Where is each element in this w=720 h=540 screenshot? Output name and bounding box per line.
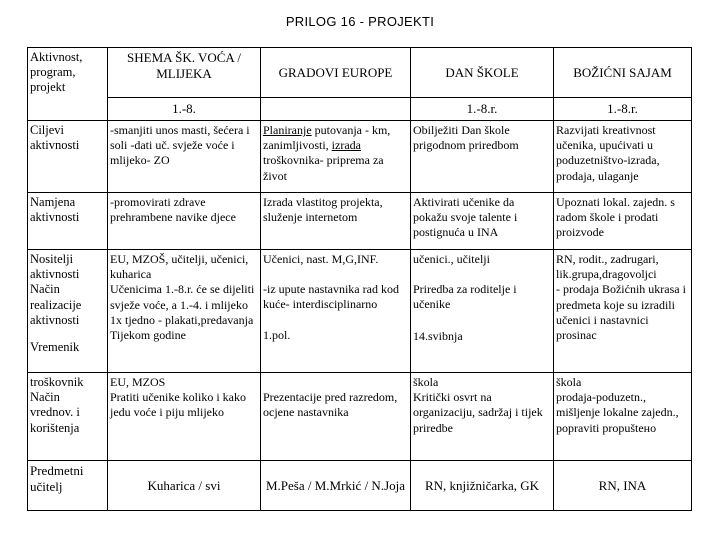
grades-row (28, 98, 692, 121)
grade-sheme: 1.-8. (108, 98, 261, 121)
nositelji-row (28, 250, 692, 373)
nositelji-dan-skole (411, 250, 554, 373)
nositelji-sheme-nositelji: EU, MZOŠ, učitelji, učenici, kuharica (110, 252, 249, 282)
nacin-realizacije-label: Način realizacije aktivnosti (30, 282, 82, 327)
troskovnik-sajam-troskovnik: škola (556, 375, 582, 389)
ciljevi-gradovi-underlined-2: izrada (331, 138, 361, 153)
namjena-dan-skole: Aktivirati učenike da pokažu svoje talente i postignuća u INA (411, 193, 554, 250)
nositelji-gradovi-nositelji: Učenici, nast. M,G,INF. (263, 252, 379, 266)
namjena-gradovi: Izrada vlastitog projekta, služenje internetom (261, 193, 411, 250)
nositelji-gradovi-vremenik: 1.pol. (263, 327, 291, 342)
header-row-label: Aktivnost, program, projekt (28, 48, 108, 121)
ciljevi-gradovi-text-1: putovanja - km, zanimljivosti, (263, 123, 391, 153)
ciljevi-row (28, 121, 692, 193)
troskovnik-dan-vrednovanje: Kritički osvrt na organizaciju, sadržaj i tijek priredbe (413, 390, 543, 435)
nositelji-sheme-vremenik: Tijekom godine (110, 328, 186, 343)
predmetni-gradovi: M.Peša / M.Mrkić / N.Joja (261, 461, 411, 511)
nositelji-gradovi (261, 250, 411, 373)
nositelji-gradovi-nacin: -iz upute nastavnika rad kod kuće- interdisciplinarno (263, 282, 399, 312)
troskovnik-dan-troskovnik: škola (413, 375, 439, 389)
predmetni-label: Predmetni učitelj (28, 461, 108, 511)
project-title-dan-skole: DAN ŠKOLE (411, 48, 554, 98)
nositelji-sajam-vremenik: prosinac (556, 328, 597, 343)
troskovnik-row (28, 373, 692, 461)
project-title-sheme: SHEMA ŠK. VOĆA / MLIJEKA (108, 48, 261, 98)
header-row (28, 48, 692, 98)
vremenik-label: Vremenik (30, 340, 80, 355)
ciljevi-dan-skole: Obilježiti Dan škole prigodnom priredbom (411, 121, 554, 193)
troskovnik-sheme-vrednovanje: Pratiti učenike koliko i kako jedu voće i piju mlijeko (110, 390, 246, 420)
nositelji-label: Nositelji aktivnosti (30, 252, 80, 282)
nositelji-sajam-nositelji: RN, rodit., zadrugari, lik.grupa,dragovoljci (556, 252, 659, 282)
troskovnik-gradovi-vrednovanje: Prezentacije pred razredom, ocjene nastavnika (263, 390, 398, 420)
namjena-bozicni-sajam: Upoznati lokal. zajedn. s radom škole i prodati proizvode (554, 193, 692, 250)
troskovnik-sheme (108, 373, 261, 461)
predmetni-dan-skole: RN, knjižničarka, GK (411, 461, 554, 511)
nositelji-sajam-nacin: - prodaja Božićnih ukrasa i predmeta koje su izradili učenici i nastavnici (556, 282, 686, 327)
predmetni-sheme: Kuharica / svi (108, 461, 261, 511)
project-title-gradovi: GRADOVI EUROPE (261, 48, 411, 98)
projects-table (27, 47, 692, 511)
troskovnik-labels (28, 373, 108, 461)
troskovnik-bozicni-sajam (554, 373, 692, 461)
nositelji-labels (28, 250, 108, 373)
namjena-label: Namjena aktivnosti (28, 193, 108, 250)
nositelji-dan-nositelji: učenici., učitelji (413, 252, 490, 266)
nositelji-sheme-nacin: Učenicima 1.-8.r. će se dijeliti svježe voće, a 1.-4. i mlijeko 1x tjedno - plakati,predavanja (110, 282, 255, 327)
troskovnik-dan-skole (411, 373, 554, 461)
troskovnik-sheme-troskovnik: EU, MZOS (110, 375, 166, 389)
predmetni-bozicni-sajam: RN, INA (554, 461, 692, 511)
nositelji-dan-vremenik: 14.svibnja (413, 328, 463, 343)
grade-gradovi (261, 98, 411, 121)
grade-bozicni-sajam: 1.-8.r. (554, 98, 692, 121)
troskovnik-label: troškovnik (30, 375, 84, 389)
grade-dan-skole: 1.-8.r. (411, 98, 554, 121)
ciljevi-gradovi-text-2: troškovnika- priprema za život (263, 153, 384, 183)
predmetni-row (28, 461, 692, 511)
page-title: PRILOG 16 - PROJEKTI (285, 14, 435, 29)
troskovnik-gradovi (261, 373, 411, 461)
nositelji-bozicni-sajam (554, 250, 692, 373)
namjena-sheme: -promovirati zdrave prehrambene navike djece (108, 193, 261, 250)
ciljevi-gradovi-underlined-1: Planiranje (263, 123, 312, 137)
troskovnik-sajam-vrednovanje: prodaja-poduzetn., mišljenje lokalne zajedn., popraviti propuštено (556, 390, 679, 435)
ciljevi-label: Ciljevi aktivnosti (28, 121, 108, 193)
nacin-vrednovanja-label: Način vrednov. i korištenja (30, 390, 80, 435)
ciljevi-sheme: -smanjiti unos masti, šećera i soli -dati uč. svježe voće i mlijeko- ZO (108, 121, 261, 193)
namjena-row (28, 193, 692, 250)
nositelji-dan-nacin: Priredba za roditelje i učenike (413, 282, 517, 312)
nositelji-sheme (108, 250, 261, 373)
ciljevi-gradovi (261, 121, 411, 193)
ciljevi-bozicni-sajam: Razvijati kreativnost učenika, upućivati u poduzetništvo-izrada, prodaja, ulaganje (554, 121, 692, 193)
project-title-bozicni-sajam: BOŽIĆNI SAJAM (554, 48, 692, 98)
